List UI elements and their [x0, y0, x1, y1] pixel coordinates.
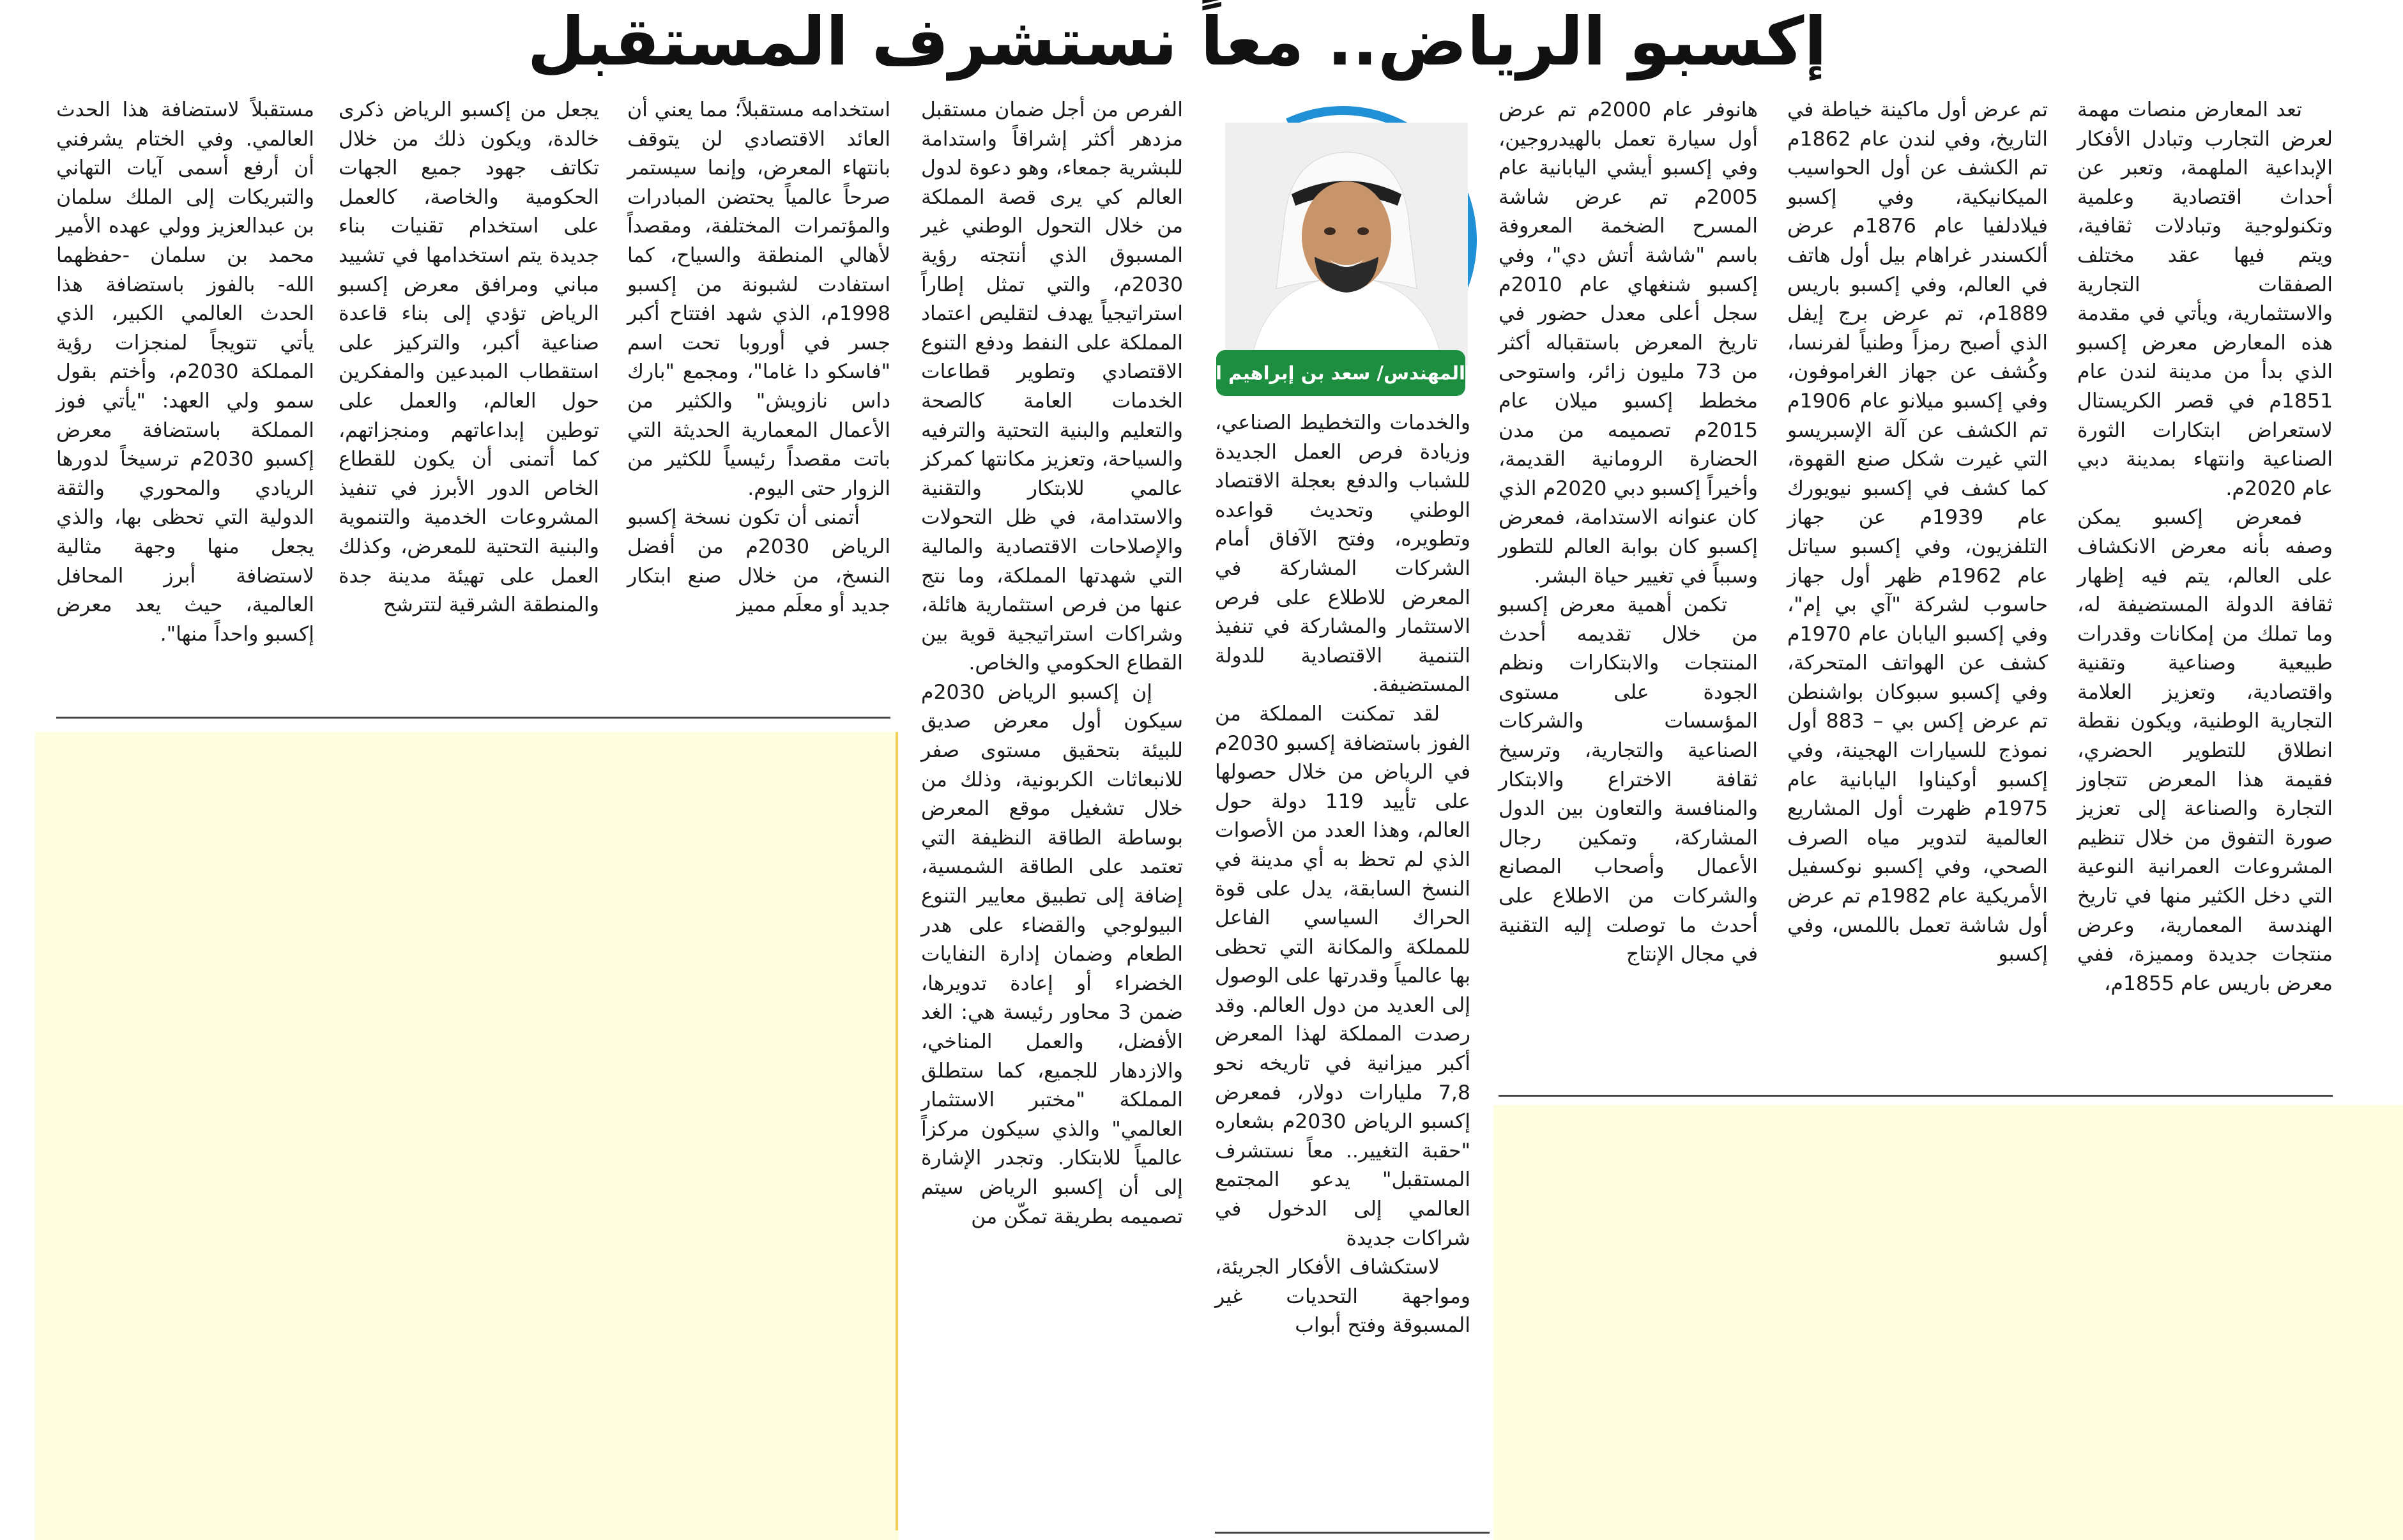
empty-area	[1493, 1105, 2403, 1540]
article-column-6	[627, 96, 890, 709]
column-bottom-rule	[56, 717, 890, 719]
column-bottom-rule	[1499, 1095, 2333, 1097]
paragraph: لقد تمكنت المملكة من الفوز باستضافة إكسبو 2030م في الرياض من خلال حصولها على تأييد 119 دولة حول العالم، وهذا العدد من الأصوات الذي لم تحظ به أي مدينة في النسخ السابقة، يدل على قوة الحراك السياسي الفاعل للمملكة والمكانة التي تحظى بها عالمياً وقدرتها على الوصول إلى العديد من دول العالم. وقد رصدت المملكة لهذا المعرض أكبر ميزانية في تاريخه نحو 7,8 مليارات دولار، فمعرض إكسبو الرياض 2030م بشعاره "حقبة التغيير.. معاً نستشرف المستقبل" يدعو المجتمع العالمي إلى الدخول في شراكات جديدة	[1215, 702, 1470, 1250]
paragraph: أتمنى أن تكون نسخة إكسبو الرياض 2030م من أفضل النسخ، من خلال صنع ابتكار جديد أو معلَم مميز	[627, 506, 890, 617]
article-column-7	[339, 96, 599, 709]
paragraph: يجعل من إكسبو الرياض ذكرى خالدة، ويكون ذلك من خلال تكاتف جهود جميع الجهات الحكومية والخاصة، كالعمل على استخدام تقنيات بناء جديدة يتم استخدامها في تشييد مباني ومرافق معرض إكسبو الرياض تؤدي إلى بناء قاعدة صناعية أكبر، والتركيز على استقطاب المبدعين والمفكرين حول العالم، والعمل على توطين إبداعاتهم ومنجزاتهم، كما أتمنى أن يكون للقطاع الخاص الدور الأبرز في تنفيذ المشروعات الخدمية والتنموية والبنية التحتية للمعرض، وكذلك العمل على تهيئة مدينة جدة والمنطقة الشرقية لتترشح	[339, 98, 599, 617]
paragraph: استخدامه مستقبلاً؛ مما يعني أن العائد الاقتصادي لن يتوقف بانتهاء المعرض، وإنما سيستمر صرحاً عالمياً يحتضن المبادرات والمؤتمرات المختلفة، ومقصداً لأهالي المنطقة والسياح، كما استفادت لشبونة من إكسبو 1998م، الذي شهد افتتاح أكبر جسر في أوروبا تحت اسم "فاسكو دا غاما"، ومجمع "بارك داس نازويش" والكثير من الأعمال المعمارية الحديثة التي باتت مقصداً رئيسياً للكثير من الزوار حتى اليوم.	[627, 98, 890, 500]
article-column-2	[1787, 96, 2048, 1092]
empty-area-border	[896, 732, 898, 1530]
article-column-8	[56, 96, 314, 709]
paragraph: مستقبلاً لاستضافة هذا الحدث العالمي. وفي الختام يشرفني أن أرفع أسمى آيات التهاني والتبريكات إلى الملك سلمان بن عبدالعزيز وولي عهده الأمير محمد بن سلمان -حفظهما الله- بالفوز باستضافة هذا الحدث العالمي الكبير، الذي يأتي تتويجاً لمنجزات رؤية المملكة 2030م، وأختم بقول سمو ولي العهد: "يأتي فوز المملكة باستضافة معرض إكسبو 2030م ترسيخاً لدورها الريادي والمحوري والثقة الدولية التي تحظى بها، والذي يجعل منها وجهة مثالية لاستضافة أبرز المحافل العالمية، حيث يعد معرض إكسبو واحداً منها".	[56, 98, 314, 646]
article-column-5	[921, 96, 1183, 1488]
empty-area	[35, 732, 899, 1540]
author-portrait-image	[1225, 123, 1468, 365]
paragraph: والخدمات والتخطيط الصناعي، وزيادة فرص العمل الجديدة للشباب والدفع بعجلة الاقتصاد الوطني وتحديث قواعده وتطويره، وفتح الآفاق أمام الشركات المشاركة في المعرض للاطلاع على فرص الاستثمار والمشاركة في تنفيذ التنمية الاقتصادية للدولة المستضيفة.	[1215, 411, 1470, 697]
paragraph: تكمن أهمية معرض إكسبو من خلال تقديمه أحدث المنتجات والابتكارات ونظم الجودة على مستوى المؤسسات والشركات الصناعية والتجارية، وترسيخ ثقافة الاختراع والابتكار والمنافسة والتعاون بين الدول المشاركة، وتمكين رجال الأعمال وأصحاب المصانع والشركات من الاطلاع على أحدث ما توصلت إليه التقنية في مجال الإنتاج	[1499, 593, 1758, 966]
paragraph: تم عرض أول ماكينة خياطة في التاريخ، وفي لندن عام 1862م تم الكشف عن أول الحواسيب الميكانيكية، وفي إكسبو فيلادلفيا عام 1876م عرض ألكسندر غراهام بيل أول هاتف في العالم، وفي إكسبو باريس 1889م، تم عرض برج إيفل الذي أصبح رمزاً وطنياً لفرنسا، وكُشف عن جهاز الغراموفون، وفي إكسبو ميلانو عام 1906م تم الكشف عن آلة الإسبريسو التي غيرت شكل صنع القهوة، كما كشف في إكسبو نيويورك عام 1939م عن جهاز التلفزيون، وفي إكسبو سياتل عام 1962م ظهر أول جهاز حاسوب لشركة "آي بي إم"، وفي إكسبو اليابان عام 1970م كشف عن الهواتف المتحركة، وفي إكسبو سبوكان بواشنطن تم عرض إكس بي – 883 أول نموذج للسيارات الهجينة، وفي إكسبو أوكيناوا اليابانية عام 1975م ظهرت أول المشاريع العالمية لتدوير مياه الصرف الصحي، وفي إكسبو نوكسفيل الأمريكية عام 1982م تم عرض أول شاشة تعمل باللمس، وفي إكسبو	[1787, 98, 2048, 966]
article-column-4	[1215, 409, 1470, 1539]
author-caption: المهندس/ سعد بن إبراهيم المعجل	[1216, 350, 1465, 396]
headline: إكسبو الرياض.. معاً نستشرف المستقبل	[527, 3, 1827, 80]
paragraph: هانوفر عام 2000م تم عرض أول سيارة تعمل بالهيدروجين، وفي إكسبو أيشي اليابانية عام 2005م تم عرض شاشة المسرح الضخمة المعروفة باسم "شاشة أتش دي"، وفي إكسبو شنغهاي عام 2010م سجل أعلى معدل حضور في تاريخ المعرض باستقباله أكثر من 73 مليون زائر، واستوحى مخطط إكسبو ميلان عام 2015م تصميمه من مدن الحضارة الرومانية القديمة، وأخيراً إكسبو دبي 2020م الذي كان عنوانه الاستدامة، فمعرض إكسبو كان بوابة العالم للتطور وسبباً في تغيير حياة البشر.	[1499, 98, 1758, 588]
paragraph: إن إكسبو الرياض 2030م سيكون أول معرض صديق للبيئة بتحقيق مستوى صفر للانبعاثات الكربونية، وذلك من خلال تشغيل موقع المعرض بوساطة الطاقة النظيفة التي تعتمد على الطاقة الشمسية، إضافة إلى تطبيق معايير التنوع البيولوجي والقضاء على هدر الطعام وضمان إدارة النفايات الخضراء أو إعادة تدويرها، ضمن 3 محاور رئيسة هي: الغد الأفضل، والعمل المناخي، والازدهار للجميع، كما ستطلق المملكة "مختبر الاستثمار العالمي" والذي سيكون مركزاً عالمياً للابتكار. وتجدر الإشارة إلى أن إكسبو الرياض سيتم تصميمه بطريقة تمكّن من	[921, 680, 1184, 1228]
author-portrait	[1225, 123, 1468, 365]
article-column-3	[1499, 96, 1758, 1092]
paragraph: لاستكشاف الأفكار الجريئة، ومواجهة التحديات غير المسبوقة وفتح أبواب	[1215, 1256, 1470, 1338]
paragraph: تعد المعارض منصات مهمة لعرض التجارب وتبادل الأفكار الإبداعية الملهمة، وتعبر عن أحداث اقتصادية وعلمية وتكنولوجية وتبادلات ثقافية، ويتم فيها عقد مختلف الصفقات التجارية والاستثمارية، ويأتي في مقدمة هذه المعارض معرض إكسبو الذي بدأ من مدينة لندن عام 1851م في قصر الكريستال لاستعراض ابتكارات الثورة الصناعية وانتهاء بمدينة دبي عام 2020م.	[2077, 98, 2333, 500]
paragraph: فمعرض إكسبو يمكن وصفه بأنه معرض الانكشاف على العالم، يتم فيه إظهار ثقافة الدولة المستضيفة له، وما تملك من إمكانات وقدرات طبيعية وصناعية وتقنية واقتصادية، وتعزيز العلامة التجارية الوطنية، ويكون نقطة انطلاق للتطوير الحضري، فقيمة هذا المعرض تتجاوز التجارة والصناعة إلى تعزيز صورة التفوق من خلال تنظيم المشروعات العمرانية النوعية التي دخل الكثير منها في تاريخ الهندسة المعمارية، وعرض منتجات جديدة ومميزة، ففي معرض باريس عام 1855م،	[2077, 506, 2333, 995]
article-column-1	[2077, 96, 2333, 1092]
paragraph: الفرص من أجل ضمان مستقبل مزدهر أكثر إشراقاً واستدامة للبشرية جمعاء، وهو دعوة لدول العالم كي يرى قصة المملكة من خلال التحول الوطني غير المسبوق الذي أنتجته رؤية 2030م، والتي تمثل إطاراً استراتيجياً يهدف لتقليص اعتماد المملكة على النفط ودفع التنوع الاقتصادي وتطوير قطاعات الخدمات العامة كالصحة والتعليم والبنية التحتية والترفيه والسياحة، وتعزيز مكانتها كمركز عالمي للابتكار والتقنية والاستدامة، في ظل التحولات والإصلاحات الاقتصادية والمالية التي شهدتها المملكة، وما نتج عنها من فرص استثمارية هائلة، وشراكات استراتيجية قوية بين القطاع الحكومي والخاص.	[921, 98, 1183, 675]
column-bottom-rule	[1215, 1532, 1490, 1534]
